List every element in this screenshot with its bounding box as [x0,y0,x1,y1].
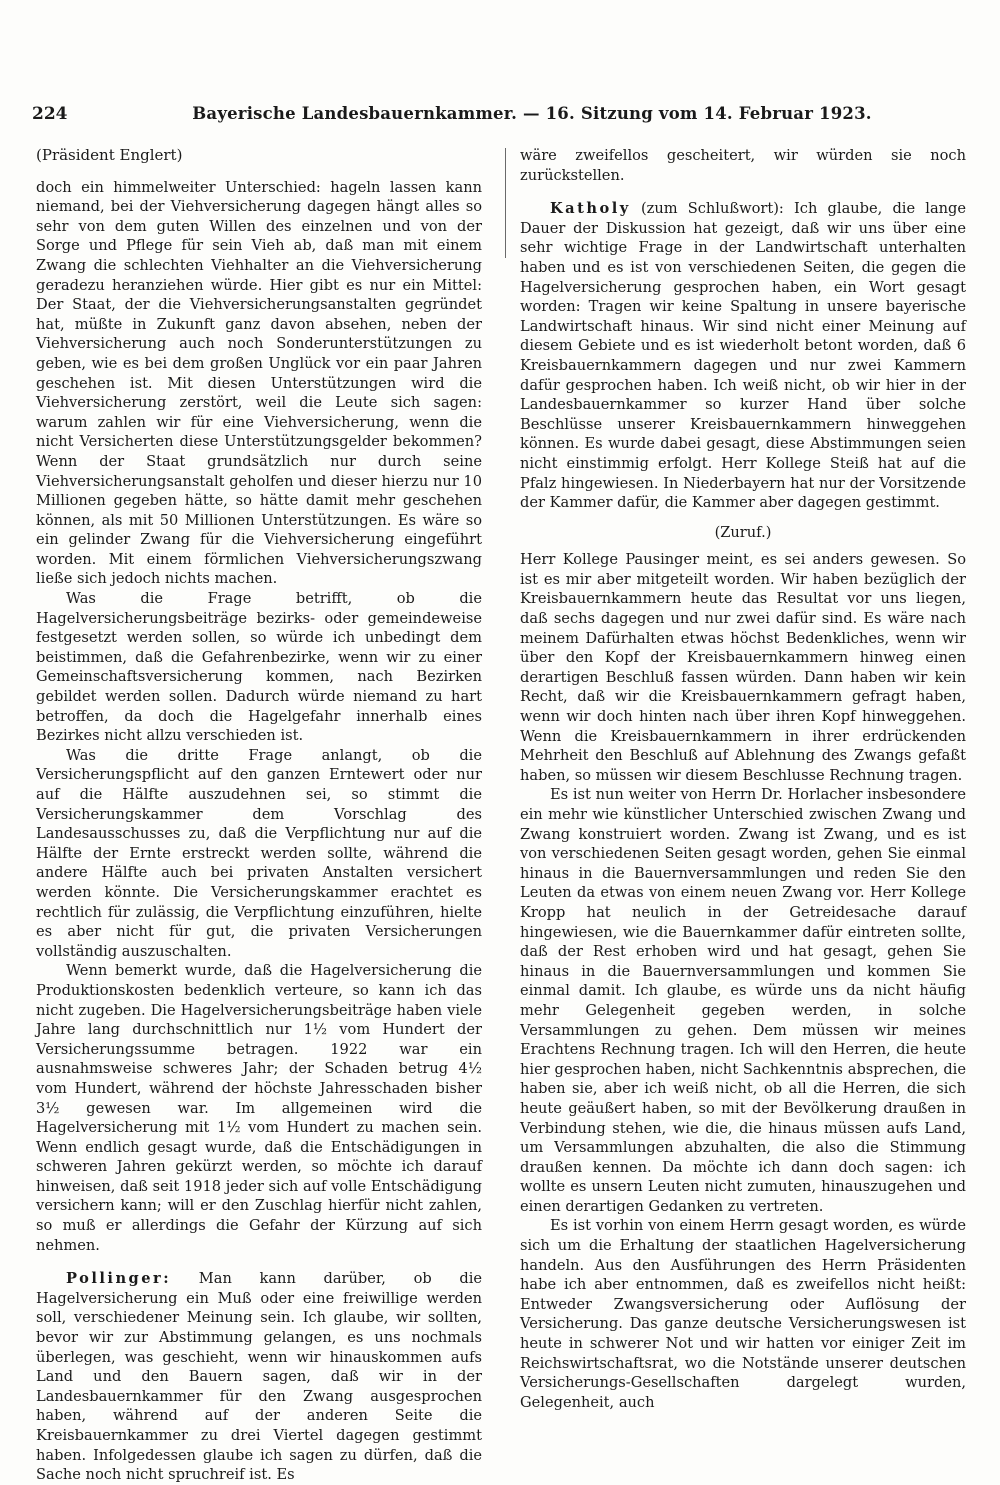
speaker-note: (zum Schlußwort): [640,200,784,218]
page-header [32,104,972,126]
paragraph: doch ein himmelweiter Unterschied: hageln lassen kann niemand, bei der Viehversicherung dagegen hängt alles so sehr von dem guten Willen des einzelnen und von der Sorge und Pflege für sein Vieh ab, daß man mit einem Zwang die schlechten Viehhalter an die Viehversicherung geradezu heranziehen würde. Hier gibt es nur ein Mittel: Der Staat, der die Viehversicherungsanstalten gegründet hat, müßte in Zukunft ganz davon absehen, neben der Viehversicherung auch noch Sonderunterstützungen zu geben, wie es bei dem großen Unglück vor ein paar Jahren geschehen ist. Mit diesen Unterstützungen wird die Viehversicherung zerstört, weil die Leute sich sagen: warum zahlen wir für eine Viehversicherung, wenn die nicht Versicherten diese Unterstützungsgelder bekommen? Wenn der Staat grundsätzlich nur durch seine Viehversicherungsanstalt geholfen und dieser hierzu nur 10 Millionen gegeben hätte, so hätte damit mehr geschehen können, als mit 50 Millionen Unterstützungen. Es wäre so ein gelinder Zwang für die Viehversicherung eingeführt worden. Mit einem förmlichen Viehversicherungszwang ließe sich jedoch nichts machen. [36,178,482,588]
speaker-label: (Präsident Englert) [36,146,183,164]
paragraph: Es ist vorhin von einem Herrn gesagt worden, es würde sich um die Erhaltung der staatlichen Hagelversicherung handeln. Aus den Ausführungen des Herrn Präsidenten habe ich aber entnommen, daß es zweifellos nicht heißt: Entweder Zwangsversicherung oder Auflösung der Versicherung. Das ganze deutsche Versicherungswesen ist heute in schwerer Not und wir hatten vor einiger Zeit im Reichswirtschaftsrat, wo die Notstände unserer deutschen Versicherungs-Gesellschaften dargelegt wurden, Gelegenheit, auch [520,1217,966,1411]
paragraph: Herr Kollege Pausinger meint, es sei anders gewesen. So ist es mir aber mitgeteilt worden. Wir haben bezüglich der Kreisbauernkammern heute das Resultat vor uns liegen, daß sechs dagegen und nur zwei dafür sind. Es wäre nach meinem Dafürhalten etwas höchst Bedenkliches, wenn wir über den Kopf der Kreisbauernkammern hinweg einen derartigen Beschluß fassen würden. Dann haben wir kein Recht, daß wir die Kreisbauernkammern gefragt haben, wenn wir doch hinten nach über ihren Kopf hinweggehen. Wenn die Kreisbauernkammern in ihrer erdrückenden Mehrheit den Beschluß auf Ablehnung des Zwangs gefaßt haben, so müssen wir diesem Beschlusse Rechnung tragen. [520,551,966,784]
speech-text: Ich glaube, die lange Dauer der Diskussion hat gezeigt, daß wir uns über eine sehr wichtige Frage in der Landwirtschaft unterhalten haben und es ist von verschiedenen Seiten, die gegen die Hagelversicherung gesprochen haben, ein Wort gesagt worden: Tragen wir keine Spaltung in unsere bayerische Landwirtschaft hinaus. Wir sind nicht einer Meinung auf diesem Gebiete und es ist wiederholt betont worden, daß 6 Kreisbauernkammern dagegen und nur zwei Kammern dafür gesprochen haben. Ich weiß nicht, ob wir hier in der Landesbauernkammer so kurzer Hand über solche Beschlüsse unserer Kreisbauernkammern hinweggehen können. Es wurde dabei gesagt, diese Abstimmungen seien nicht einstimmig erfolgt. Herr Kollege Steiß hat auf die Pfalz hingewiesen. In Niederbayern hat nur der Vorsitzende der Kammer dafür, die Kammer aber dagegen gestimmt. [520,200,967,512]
speaker-name: Katholy [550,200,631,218]
page-number: 224 [32,104,68,124]
right-column [520,146,966,1412]
continuation-text: wäre zweifellos gescheitert, wir würden sie noch zurückstellen. [520,147,966,184]
running-title: Bayerische Landesbauernkammer. — 16. Sitzung vom 14. Februar 1923. [192,104,872,123]
paragraph: Was die Frage betrifft, ob die Hagelversicherungsbeiträge bezirks- oder gemeindeweise festgesetzt werden sollen, so würde ich unbedingt dem beistimmen, daß die Gefahrenbezirke, wenn wir zu einer Gemeinschaftsversicherung kommen, nach Bezirken gebildet werden sollen. Dadurch würde niemand zu hart betroffen, da doch die Hagelgefahr innerhalb eines Bezirkes nicht allzu verschieden ist. [36,590,482,745]
speaker-name: Pollinger: [66,1270,172,1288]
speech-pollinger [36,1269,482,1485]
speech-text: Man kann darüber, ob die Hagelversicherung ein Muß oder eine freiwillige werden soll, verschiedener Meinung sein. Ich glaube, wir sollten, bevor wir zur Abstimmung gelangen, es uns nochmals überlegen, was geschieht, wenn wir hinauskommen aufs Land und den Bauern sagen, daß wir in der Landesbauernkammer für den Zwang ausgesprochen haben, während auf der anderen Seite die Kreisbauernkammer zu drei Viertel dagegen gestimmt haben. Infolgedessen glaube ich sagen zu dürfen, daß die Sache noch nicht spruchreif ist. Es [36,1270,483,1484]
speech-katholy [520,199,966,513]
paragraph: Wenn bemerkt wurde, daß die Hagelversicherung die Produktionskosten bedenklich verteure, so kann ich das nicht zugeben. Die Hagelversicherungsbeiträge haben viele Jahre lang durchschnittlich nur 1½ vom Hundert der Versicherungssumme betragen. 1922 war ein ausnahmsweise schweres Jahr; der Schaden betrug 4½ vom Hundert, während der höchste Jahresschaden bisher 3½ gewesen war. Im allgemeinen wird die Hagelversicherung mit 1½ vom Hundert zu machen sein. Wenn endlich gesagt wurde, daß die Entschädigungen in schweren Jahren gekürzt werden, so möchte ich darauf hinweisen, daß seit 1918 jeder sich auf volle Entschädigung versichern kann; will er den Zuschlag hierfür nicht zahlen, so muß er allerdings die Gefahr der Kürzung auf sich nehmen. [36,962,482,1254]
paragraph: Es ist nun weiter von Herrn Dr. Horlacher insbesondere ein mehr wie künstlicher Unterschied zwischen Zwang und Zwang konstruiert worden. Zwang ist Zwang, und es ist von verschiedenen Seiten gesagt worden, gehen Sie einmal hinaus in die Bauernversammlungen und reden Sie den Leuten da etwas von einem neuen Zwang vor. Herr Kollege Kropp hat neulich in der Getreidesache darauf hingewiesen, wie die Bauernkammer dafür eintreten sollte, daß der Rest erhoben wird und hat gesagt, gehen Sie hinaus in die Bauernversammlungen und kommen Sie einmal damit. Ich glaube, es würde uns da nicht häufig mehr Gelegenheit gegeben werden, in solche Versammlungen zu gehen. Dem müssen wir meines Erachtens Rechnung tragen. Ich will den Herren, die heute hier gesprochen haben, nicht Sachkenntnis absprechen, die haben sie, aber ich weiß nicht, ob all die Herren, die sich heute geäußert haben, so mit der Bevölkerung draußen in Verbindung stehen, wie die, die hinaus müssen aufs Land, um Versammlungen abzuhalten, die also die Stimmung draußen kennen. Da möchte ich dann doch sagen: ich wollte es unsern Leuten nicht zumuten, hinauszugehen und einen derartigen Gedanken zu vertreten. [520,786,966,1215]
interjection: (Zuruf.) [714,523,772,541]
paragraph: Was die dritte Frage anlangt, ob die Versicherungspflicht auf den ganzen Erntewert oder nur auf die Hälfte auszudehnen sei, so stimmt die Versicherungskammer dem Vorschlag des Landesausschusses zu, daß die Verpflichtung nur auf die Hälfte der Ernte erstreckt werden sollte, während die andere Hälfte auch bei privaten Anstalten versichert werden könnte. Die Versicherungskammer erachtet es rechtlich für zulässig, die Verpflichtung einzuführen, hielte es aber nicht für gut, die privaten Versicherungen vollständig auszuschalten. [36,746,482,960]
left-column [36,146,482,1485]
column-rule [505,148,506,258]
